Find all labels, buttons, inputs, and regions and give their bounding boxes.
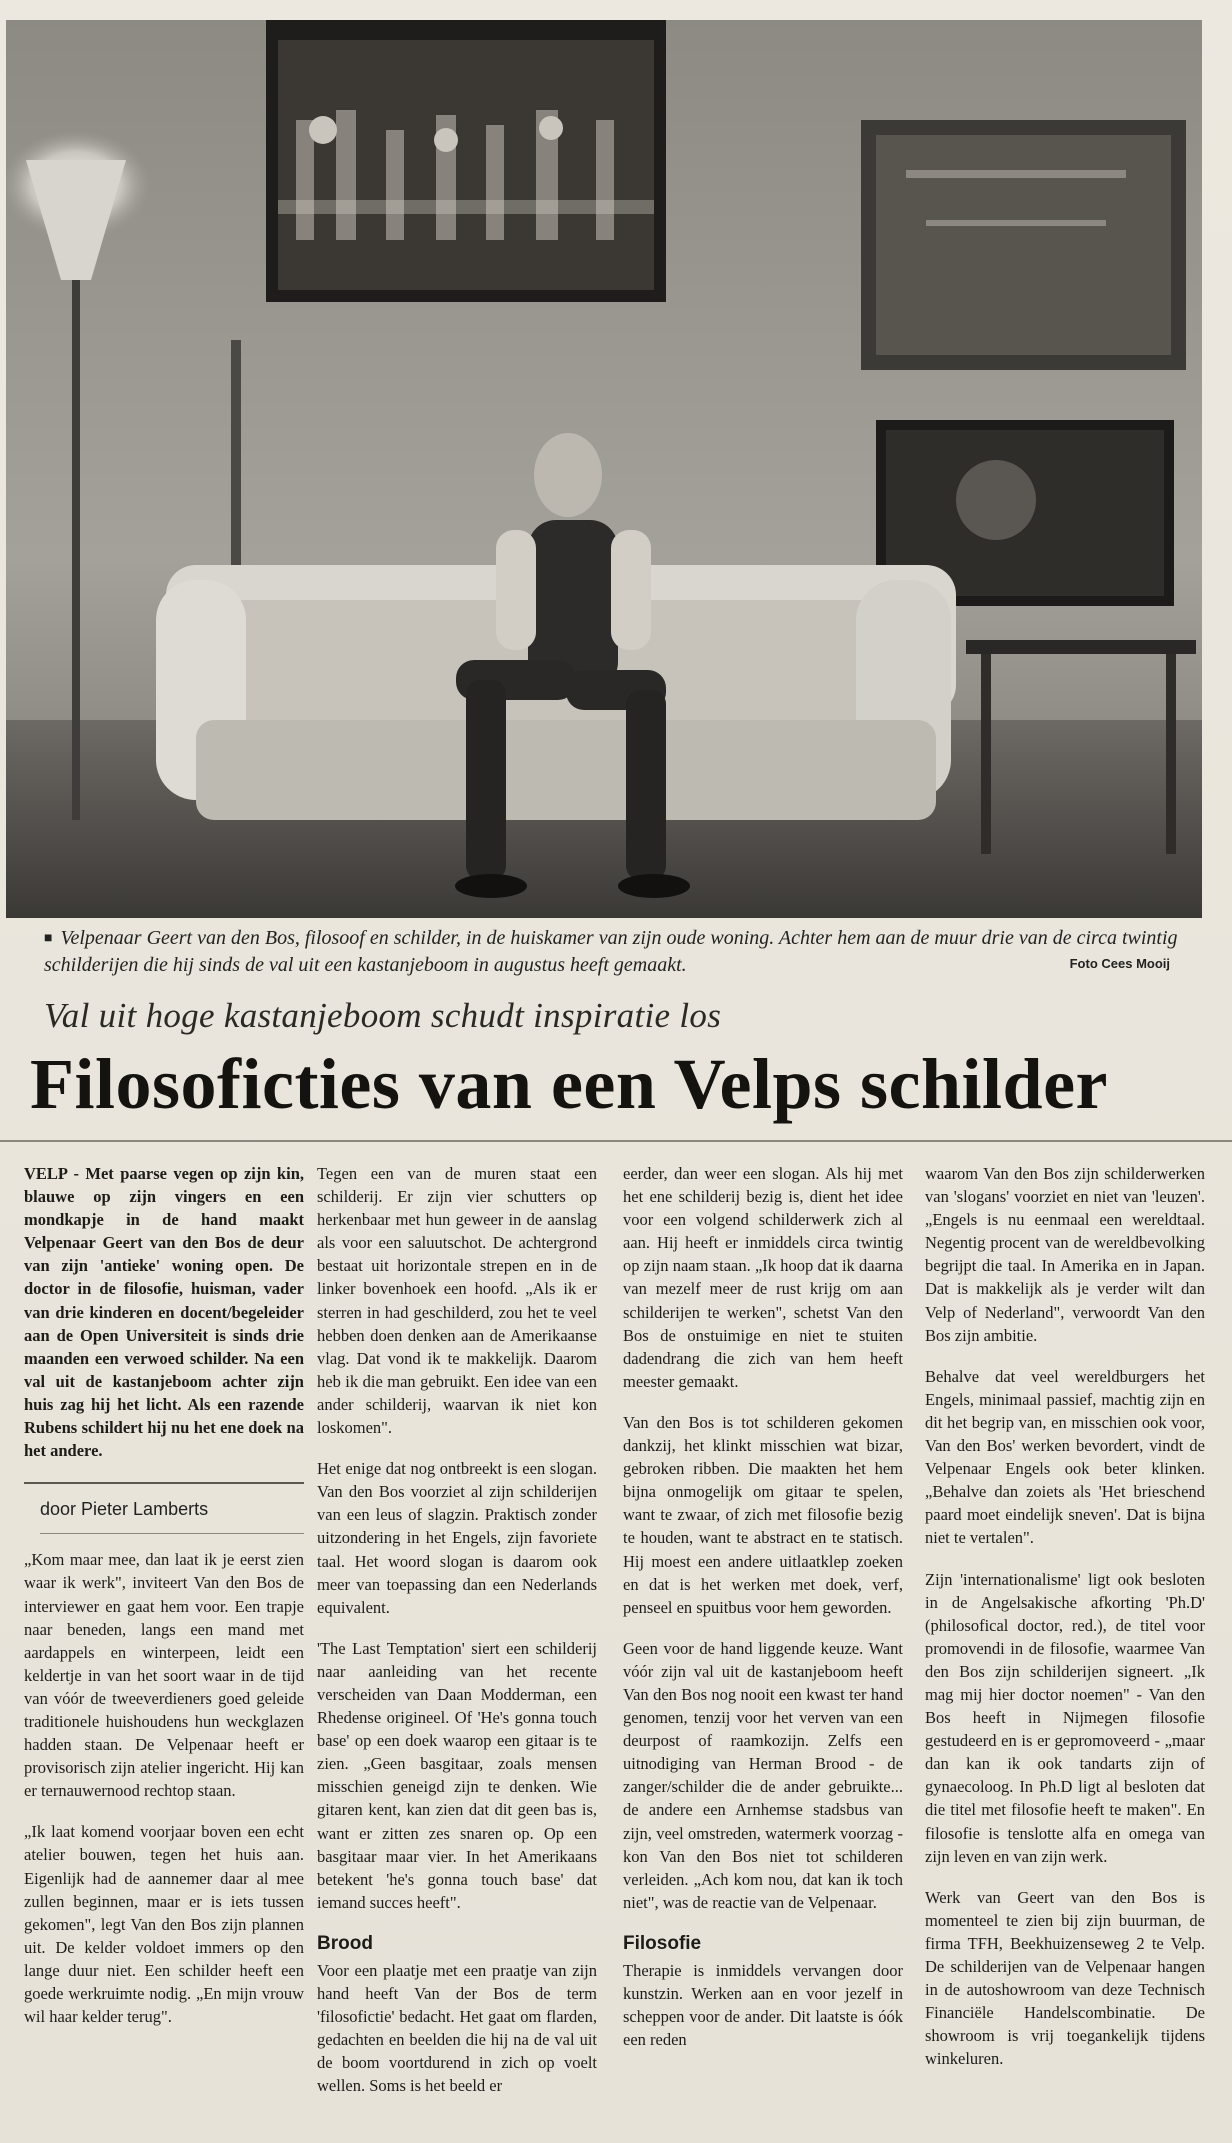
article-photo xyxy=(6,20,1202,918)
paragraph: eerder, dan weer een slogan. Als hij met het ene schilderij bezig is, dient het idee voor een volgend schilderwerk zich al aan. Hij heeft er inmiddels circa twintig op zijn naam staan. „Ik hoop dat ik daarna van mezelf meer de rust krijg om aan schilderijen te werken", schetst Van den Bos de onstuimige en niet te stuiten dadendrang die zich van hem heeft meester gemaakt. xyxy=(623,1164,903,1391)
painting-right-top xyxy=(861,120,1186,370)
article-kicker: Val uit hoge kastanjeboom schudt inspiratie los xyxy=(44,996,722,1035)
painting-shooters xyxy=(266,20,666,302)
article-column-3 xyxy=(623,1162,903,2069)
article-byline: door Pieter Lamberts xyxy=(40,1498,304,1534)
paragraph: Zijn 'internationalisme' ligt ook besloten in de Angelsakische afkorting 'Ph.D' (philosofical doctor, red.), de titel voor promovendi in de filosofie, waarmee Van den Bos zijn schilderijen signeert. „Ik mag mij hier doctor noemen" - Van den Bos heeft in Nijmegen filosofie gestudeerd en is er gepromoveerd - „maar dan kan ik ook tandarts zijn of gynaecoloog. In Ph.D ligt al besloten dat die titel met filosofie heeft te maken". En filosofie is tenslotte alfa en omega van zijn leven en van zijn werk. xyxy=(925,1569,1205,1866)
paragraph: „Ik laat komend voorjaar boven een echt atelier bouwen, tegen het huis aan. Eigenlijk had de aannemer daar al mee zullen beginnen, maar er is iets tussen gekomen", legt Van den Bos zijn plannen uit. De kelder voldoet immers op den lange duur niet. Een schilder heeft een goede werkruimte nodig. „En mijn vrouw wil haar kelder terug". xyxy=(24,1822,304,2027)
subhead-brood: Brood xyxy=(317,1932,373,1954)
paragraph: Het enige dat nog ontbreekt is een slogan. Van den Bos voorziet al zijn schilderijen van een leus of slagzin. Praktisch zonder uitzondering in het Engels, zijn favoriete taal. Het woord slogan is daarom ook meer van toepassing dan een Nederlands equivalent. xyxy=(317,1459,597,1617)
paragraph: Voor een plaatje met een praatje van zijn hand heeft Van der Bos de term 'filosofictie' bedacht. Het gaat om flarden, gedachten en beelden die hij na de val uit de boom voortdurend in zich op voelt wellen. Soms is het beeld er xyxy=(317,1961,597,2096)
subhead-filosofie: Filosofie xyxy=(623,1932,702,1954)
headline-divider xyxy=(0,1140,1232,1142)
byline-divider xyxy=(24,1482,304,1484)
article-column-1 xyxy=(24,1162,304,2046)
paragraph: 'The Last Temptation' siert een schilderij naar aanleiding van het recente verscheiden van Daan Modderman, een Rhedense origineel. Of 'He's gonna touch base' op een doek waarop een gitaar is te zien. „Geen basgitaar, zoals mensen misschien geneigd zijn te denken. Wie gitaren kent, kan zien dat dit geen bas is, want er zitten zes snaren op. Op een basgitaar maar vier. In het Amerikaans betekent 'he's gonna touch base' dat iemand succes heeft". xyxy=(317,1638,597,1912)
paragraph: Therapie is inmiddels vervangen door kunstzin. Werken aan en voor jezelf in scheppen voor de ander. Dit laatste is óók een reden xyxy=(623,1961,903,2050)
photo-illustration xyxy=(6,20,1202,918)
paragraph: Van den Bos is tot schilderen gekomen dankzij, het klinkt misschien wat bizar, gebroken ribben. Die maakten het hem bijna onmogelijk om gitaar te spelen, want te zwaar, of zich met filosofie bezig te houden, want te abstract en te statisch. Hij moest een andere uitlaatklep zoeken en dat is het werken met doek, verf, penseel en spuitbus voor hem geworden. xyxy=(623,1412,903,1617)
photo-caption xyxy=(44,925,1194,979)
paragraph: Werk van Geert van den Bos is momenteel te zien bij zijn buurman, de firma TFH, Beekhuizenseweg 2 te Velp. De schilderijen van de Velpenaar hangen in de autoshowroom van deze Technisch Financiële Handelscombinatie. De showroom is vrij toegankelijk tijdens winkeluren. xyxy=(925,1887,1205,2069)
article-lead: VELP - Met paarse vegen op zijn kin, blauwe op zijn vingers en een mondkapje in de hand maakt Velpenaar Geert van den Bos de deur van zijn 'antieke' woning open. De doctor in de filosofie, huisman, vader van drie kinderen en docent/begeleider aan de Open Universiteit is sinds drie maanden een verwoed schilder. Na een val uit de kastanjeboom achter zijn huis zag hij het licht. Als een razende Rubens schildert hij nu het ene doek na het andere. xyxy=(24,1164,304,1461)
paragraph: Tegen een van de muren staat een schilderij. Er zijn vier schutters op herkenbaar met hun geweer in de aanslag als voor een saluutschot. De achtergrond bestaat uit horizontale strepen en in de linker bovenhoek een hoofd. „Als ik er sterren in had geschilderd, zou het te veel hebben doen denken aan de Amerikaanse vlag. Dat vond ik te makkelijk. Daarom heb ik die man gebruikt. Een idee van een ander schilderij, waarvan ik niet kon loskomen". xyxy=(317,1164,597,1438)
article-column-4 xyxy=(925,1162,1205,2088)
paragraph: Behalve dat veel wereldburgers het Engels, minimaal passief, machtig zijn en dit het begrip van, en misschien ook voor, Van den Bos' werken bevordert, vindt de Velpenaar Engels ook beter klinken. „Behalve dan zoiets als 'Het brieschend paard moet eindelijk sneven'. Dat is bijna niet te vertalen". xyxy=(925,1366,1205,1548)
photo-caption-text: Velpenaar Geert van den Bos, filosoof en schilder, in de huiskamer van zijn oude woning. Achter hem aan de muur drie van de circa twintig schilderijen die hij sinds de val uit een kastanjeboom in augustus heeft gemaakt. xyxy=(44,927,1178,976)
paragraph: „Kom maar mee, dan laat ik je eerst zien waar ik werk", inviteert Van den Bos de interviewer en gaat hem voor. Een trapje naar beneden, langs een mand met aardappels en winterpeen, leidt een keldertje in van het soort waar in de tijd van vóór de tweeverdieners goed geleide traditionele huishoudens hun weckglazen hadden staan. De Velpenaar heeft er provisorisch zijn atelier ingericht. Hij kan er ternauwernood rechtop staan. xyxy=(24,1550,304,1801)
square-bullet-icon: ■ xyxy=(44,931,53,946)
paragraph: Geen voor de hand liggende keuze. Want vóór zijn val uit de kastanjeboom heeft Van den Bos nog nooit een kwast ter hand genomen, tenzij voor het verven van een deurpost of raamkozijn. Zelfs een uitnodiging van Herman Brood - de zanger/schilder die de ander gebruikte... de andere een Arnhemse stadsbus van zijn, veel omstreden, watermerk voorzag - kon Van den Bos niet tot schilderen verleiden. „Ach kom nou, dat kan ik toch niet", was de reactie van de Velpenaar. xyxy=(623,1638,903,1912)
paragraph: waarom Van den Bos zijn schilderwerken van 'slogans' voorziet en niet van 'leuzen'. „Engels is nu eenmaal een wereldtaal. Negentig procent van de wereldbevolking begrijpt die taal. In Amerika en in Japan. Dat is makkelijk als je verder wilt dan Velp of Nederland", verwoordt Van den Bos zijn ambitie. xyxy=(925,1164,1205,1345)
article-column-2 xyxy=(317,1162,597,2116)
photo-credit: Foto Cees Mooij xyxy=(1069,956,1170,971)
article-headline: Filosoficties van een Velps schilder xyxy=(30,1044,1108,1124)
